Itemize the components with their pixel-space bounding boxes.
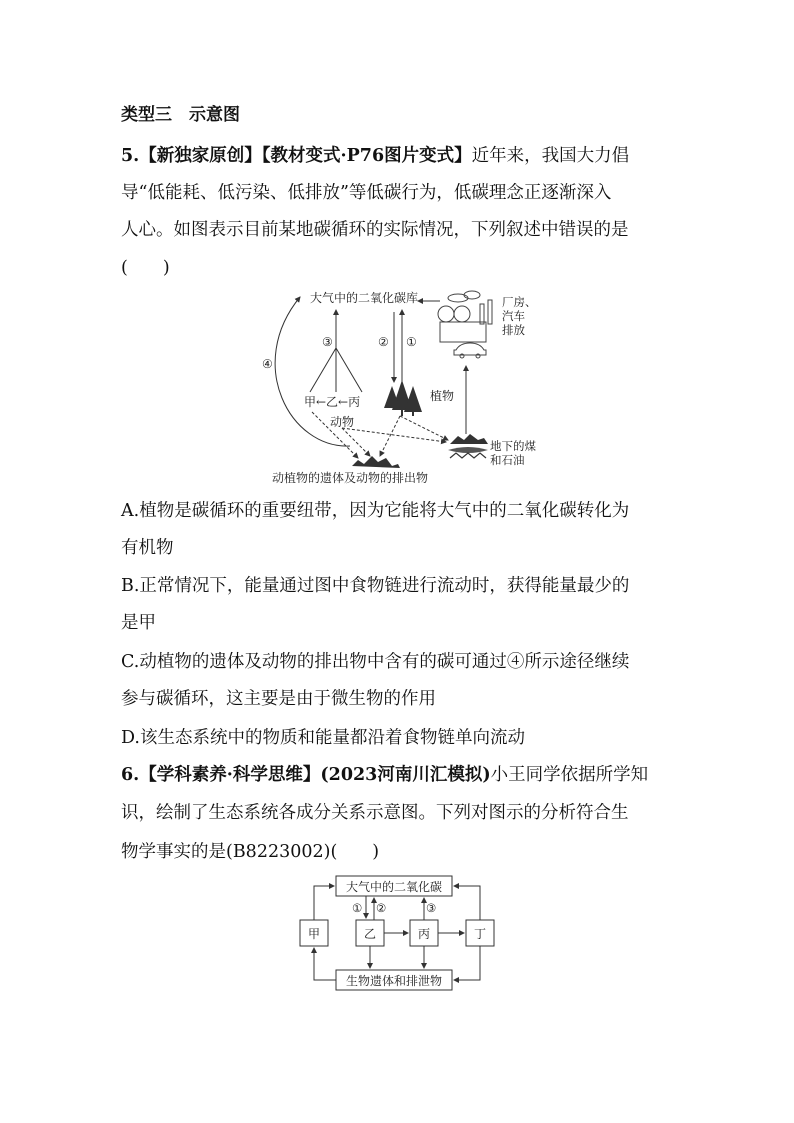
q5-stem-2: 导“低能耗、低污染、低排放”等低碳行为，低碳理念正逐渐深入	[121, 183, 612, 203]
q5-option-d: D.该生态系统中的物质和能量都沿着食物链单向流动	[121, 728, 525, 748]
q5-option-a-2: 有机物	[121, 538, 174, 558]
q5-stem-1: 近年来，我国大力倡	[471, 146, 630, 166]
jia-label: 甲	[307, 927, 321, 941]
trees-icon	[384, 380, 422, 416]
carbon-cycle-figure	[250, 284, 550, 488]
q5-option-c-1: C.动植物的遗体及动物的排出物中含有的碳可通过④所示途径继续	[121, 652, 630, 672]
factory-label-2: 汽车	[502, 309, 525, 323]
q5-option-b-1: B.正常情况下，能量通过图中食物链进行流动时，获得能量最少的	[121, 576, 630, 596]
factory-label-1: 厂房、	[502, 295, 537, 309]
co2-pool-label: 大气中的二氧化碳库	[310, 291, 419, 305]
route-2-label: ②	[378, 335, 389, 349]
yi-label: 乙	[363, 927, 377, 941]
remains-box-label: 生物遗体和排泄物	[345, 974, 443, 988]
remains-icon	[352, 456, 400, 468]
animal-label: 动物	[330, 415, 355, 429]
q6-tag: 【学科素养·科学思维】	[139, 765, 321, 785]
ecosystem-component-diagram	[296, 870, 501, 998]
factory-label-3: 排放	[502, 323, 525, 337]
q6-line-1	[121, 764, 648, 786]
q6-route-1-label: ①	[352, 901, 363, 915]
q6-route-2-label: ②	[376, 901, 387, 915]
factory-car-icon	[438, 291, 492, 358]
coal-oil-icon	[448, 434, 488, 458]
q5-option-a-1: A.植物是碳循环的重要纽带，因为它能将大气中的二氧化碳转化为	[121, 501, 630, 521]
q6-stem-3: 物学事实的是(B8223002)( )	[121, 842, 380, 862]
route-4-label: ④	[262, 357, 273, 371]
q5-stem-3: 人心。如图表示目前某地碳循环的实际情况，下列叙述中错误的是	[121, 220, 629, 240]
q5-option-b-2: 是甲	[121, 613, 156, 633]
coal-label-2: 和石油	[490, 453, 525, 467]
q5-answer-blank: ( )	[121, 258, 170, 278]
coal-label-1: 地下的煤	[490, 439, 536, 453]
q6-stem-2: 识，绘制了生态系统各成分关系示意图。下列对图示的分析符合生	[121, 803, 629, 823]
co2-box-label: 大气中的二氧化碳	[345, 880, 443, 894]
q5-line-1	[121, 145, 629, 167]
food-chain-label: 甲←乙←丙	[304, 395, 361, 409]
q5-tag-textbook: 【教材变式·P76图片变式】	[261, 146, 472, 166]
q5-option-c-2: 参与碳循环，这主要是由于微生物的作用	[121, 689, 436, 709]
q5-tag-original: 【新独家原创】	[139, 146, 262, 166]
ding-label: 丁	[473, 927, 487, 941]
q6-stem-1: 小王同学依据所学知	[490, 765, 649, 785]
q6-route-3-label: ③	[426, 901, 437, 915]
q6-source: (2023河南川汇模拟)	[320, 765, 491, 785]
remains-label: 动植物的遗体及动物的排出物	[272, 471, 429, 485]
bing-label: 丙	[417, 927, 431, 941]
route-1-label: ①	[406, 335, 417, 349]
q6-number: 6.	[121, 765, 140, 785]
section-heading: 类型三 示意图	[121, 105, 240, 125]
q5-number: 5.	[121, 146, 140, 166]
route-3-label: ③	[322, 335, 333, 349]
plant-label: 植物	[430, 389, 455, 403]
